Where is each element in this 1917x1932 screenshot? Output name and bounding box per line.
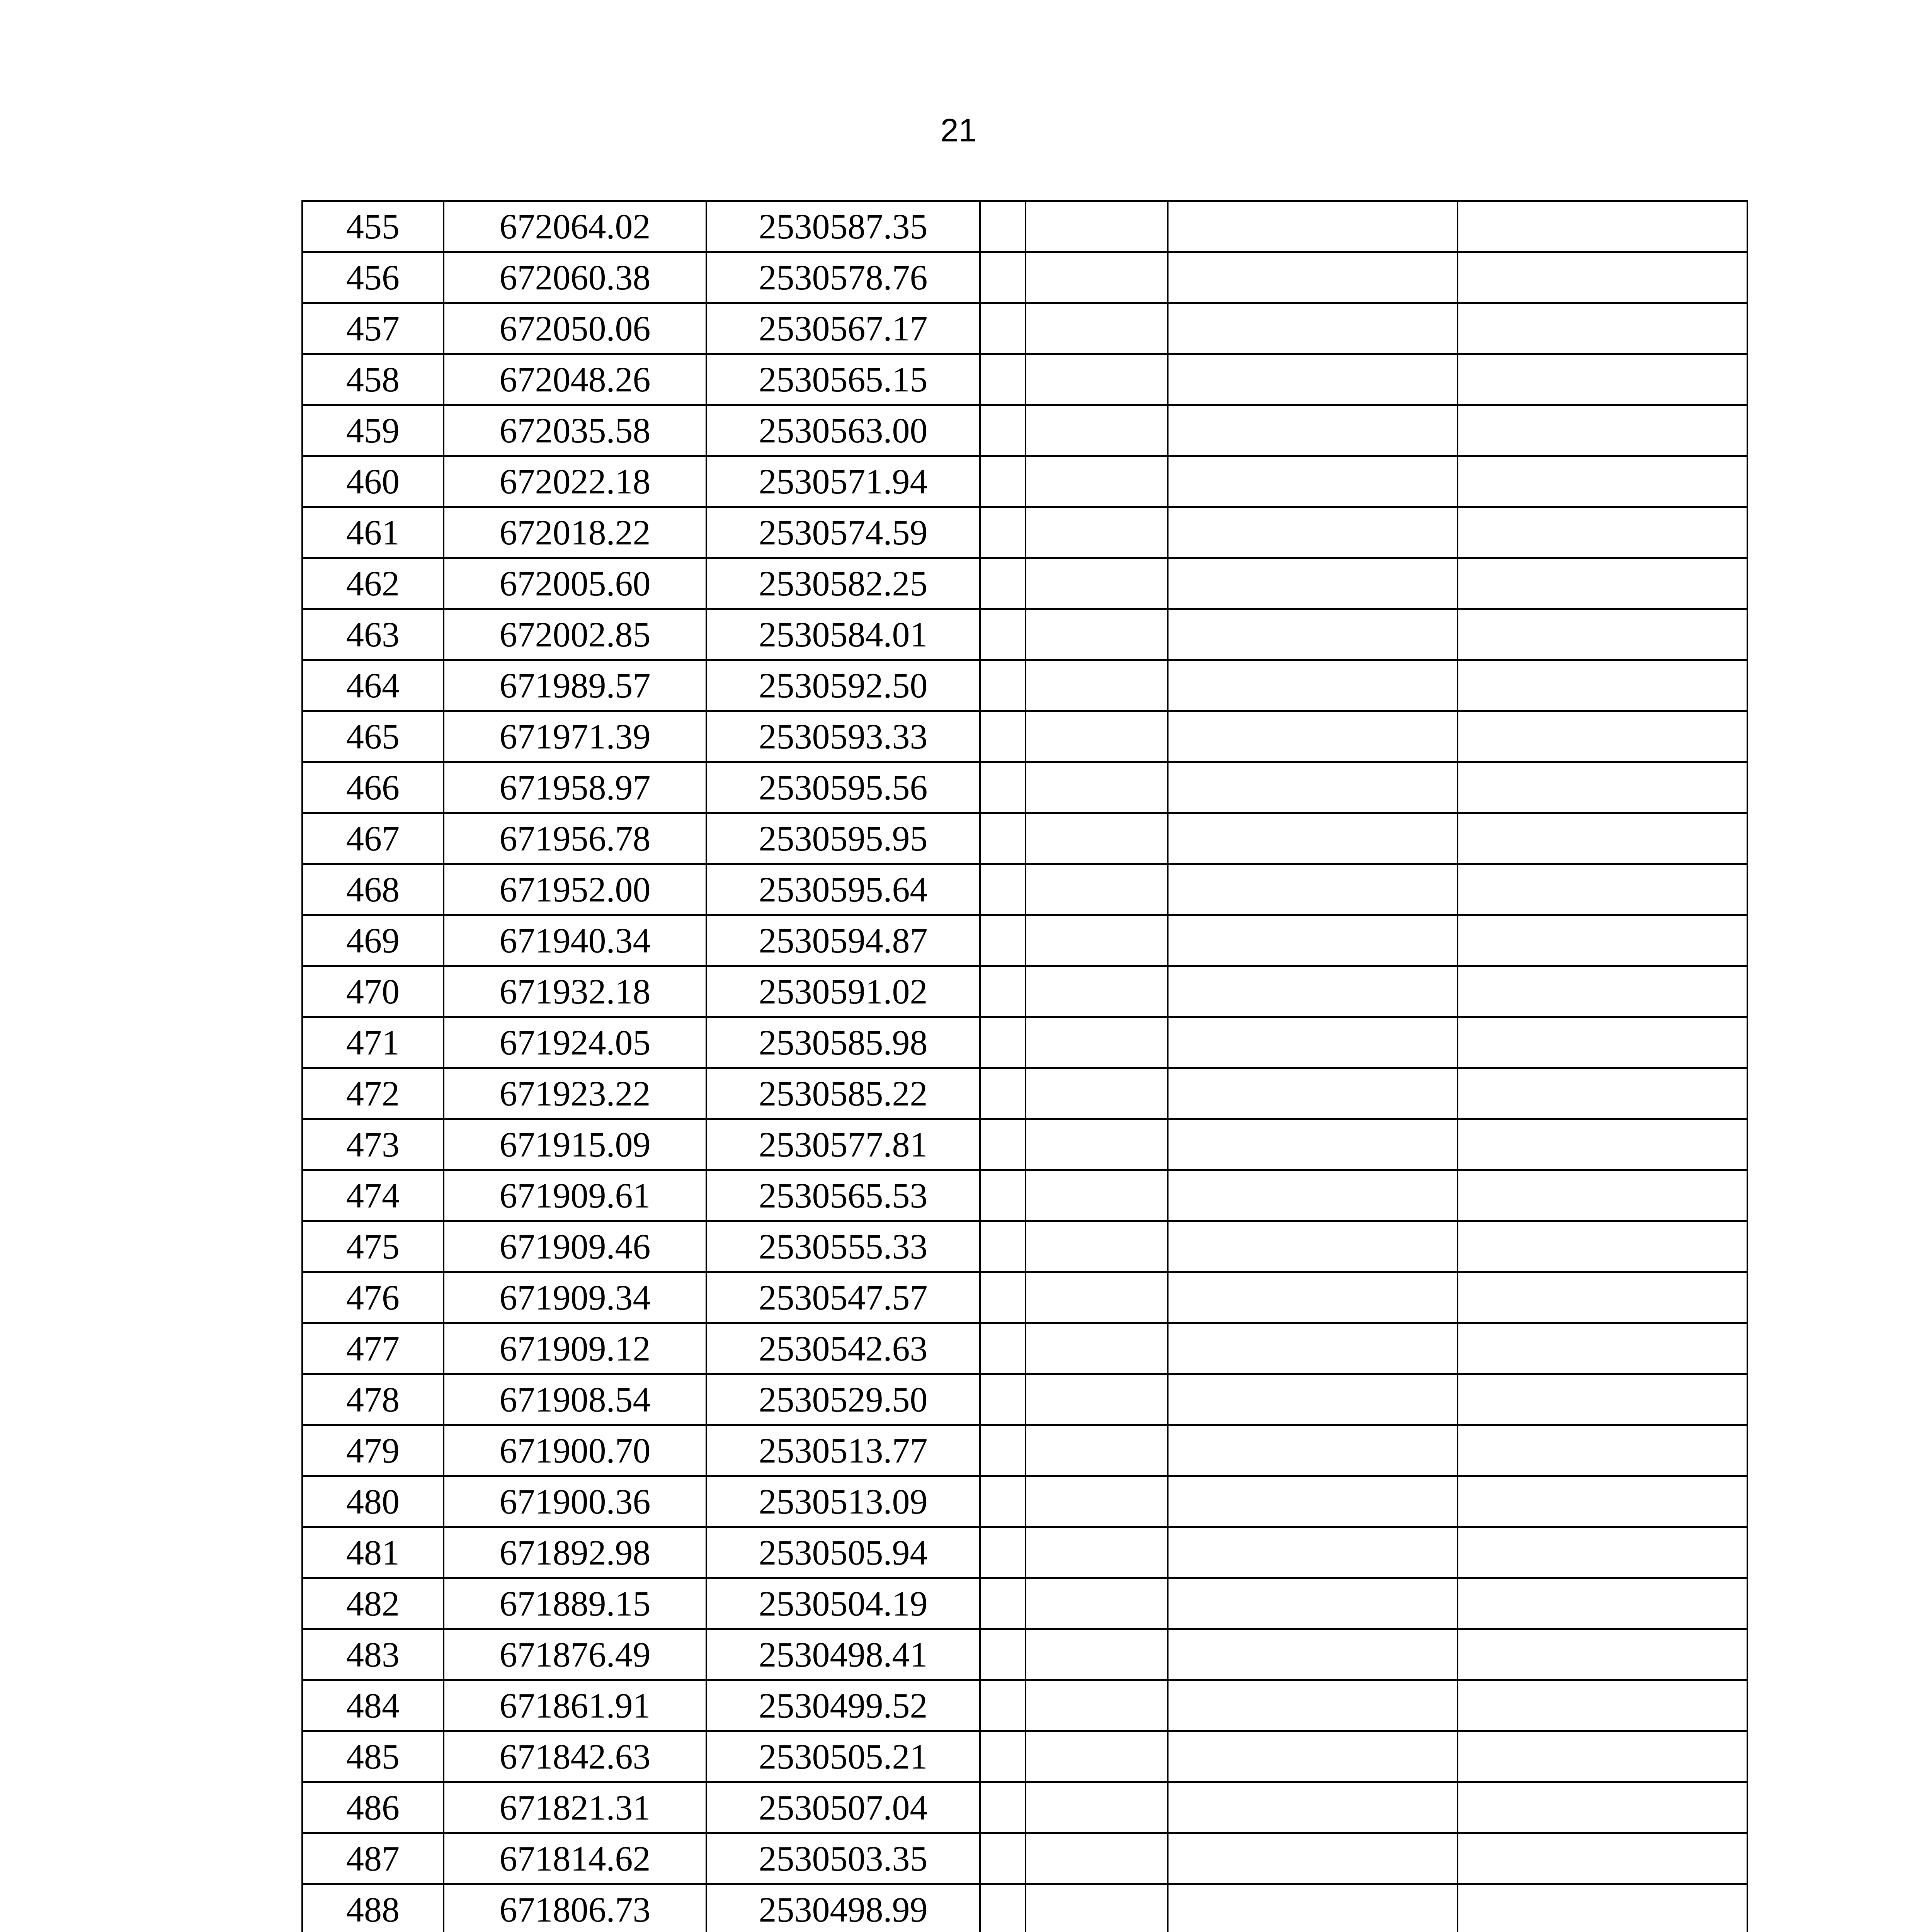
empty-cell: [980, 660, 1026, 711]
y-coordinate-cell: 2530513.77: [706, 1425, 980, 1476]
table-row: [302, 1884, 1747, 1932]
empty-cell: [980, 1578, 1026, 1629]
empty-cell: [1458, 1833, 1747, 1884]
coordinates-table: [301, 200, 1748, 1932]
y-coordinate-cell: 2530555.33: [706, 1221, 980, 1272]
point-number-cell: 457: [302, 303, 444, 354]
table-row: [302, 1731, 1747, 1782]
point-number-cell: 483: [302, 1629, 444, 1680]
table-row: [302, 456, 1747, 507]
empty-cell: [980, 966, 1026, 1017]
empty-cell: [1168, 303, 1458, 354]
table-row: [302, 1068, 1747, 1119]
empty-cell: [1026, 1578, 1168, 1629]
empty-cell: [1026, 303, 1168, 354]
empty-cell: [1026, 711, 1168, 762]
table-row: [302, 1221, 1747, 1272]
empty-cell: [1168, 1680, 1458, 1731]
empty-cell: [1458, 1221, 1747, 1272]
empty-cell: [1458, 201, 1747, 252]
empty-cell: [1458, 354, 1747, 405]
point-number-cell: 455: [302, 201, 444, 252]
x-coordinate-cell: 671814.62: [444, 1833, 706, 1884]
empty-cell: [1458, 405, 1747, 456]
empty-cell: [1458, 1017, 1747, 1068]
y-coordinate-cell: 2530593.33: [706, 711, 980, 762]
empty-cell: [1458, 1170, 1747, 1221]
y-coordinate-cell: 2530504.19: [706, 1578, 980, 1629]
point-number-cell: 456: [302, 252, 444, 303]
empty-cell: [980, 1833, 1026, 1884]
y-coordinate-cell: 2530563.00: [706, 405, 980, 456]
empty-cell: [980, 558, 1026, 609]
empty-cell: [980, 303, 1026, 354]
empty-cell: [1026, 201, 1168, 252]
empty-cell: [980, 507, 1026, 558]
x-coordinate-cell: 671909.61: [444, 1170, 706, 1221]
empty-cell: [1026, 1476, 1168, 1527]
y-coordinate-cell: 2530595.64: [706, 864, 980, 915]
empty-cell: [1026, 1170, 1168, 1221]
empty-cell: [1026, 558, 1168, 609]
empty-cell: [1458, 762, 1747, 813]
x-coordinate-cell: 671956.78: [444, 813, 706, 864]
empty-cell: [1168, 1221, 1458, 1272]
empty-cell: [1458, 1782, 1747, 1833]
y-coordinate-cell: 2530542.63: [706, 1323, 980, 1374]
empty-cell: [1458, 813, 1747, 864]
table-row: [302, 966, 1747, 1017]
table-row: [302, 354, 1747, 405]
table-row: [302, 915, 1747, 966]
empty-cell: [980, 201, 1026, 252]
empty-cell: [1458, 915, 1747, 966]
empty-cell: [980, 1119, 1026, 1170]
point-number-cell: 464: [302, 660, 444, 711]
point-number-cell: 459: [302, 405, 444, 456]
y-coordinate-cell: 2530505.94: [706, 1527, 980, 1578]
empty-cell: [1458, 1527, 1747, 1578]
empty-cell: [1026, 1425, 1168, 1476]
empty-cell: [1458, 1578, 1747, 1629]
y-coordinate-cell: 2530595.95: [706, 813, 980, 864]
empty-cell: [1458, 864, 1747, 915]
point-number-cell: 463: [302, 609, 444, 660]
table-row: [302, 1833, 1747, 1884]
point-number-cell: 481: [302, 1527, 444, 1578]
point-number-cell: 458: [302, 354, 444, 405]
x-coordinate-cell: 671806.73: [444, 1884, 706, 1932]
empty-cell: [1168, 966, 1458, 1017]
point-number-cell: 475: [302, 1221, 444, 1272]
empty-cell: [980, 1425, 1026, 1476]
y-coordinate-cell: 2530571.94: [706, 456, 980, 507]
empty-cell: [1458, 711, 1747, 762]
y-coordinate-cell: 2530507.04: [706, 1782, 980, 1833]
empty-cell: [980, 1017, 1026, 1068]
point-number-cell: 477: [302, 1323, 444, 1374]
x-coordinate-cell: 671958.97: [444, 762, 706, 813]
empty-cell: [980, 915, 1026, 966]
empty-cell: [1458, 1884, 1747, 1932]
y-coordinate-cell: 2530574.59: [706, 507, 980, 558]
x-coordinate-cell: 671909.46: [444, 1221, 706, 1272]
empty-cell: [980, 252, 1026, 303]
empty-cell: [980, 1527, 1026, 1578]
table-row: [302, 1629, 1747, 1680]
empty-cell: [1168, 1425, 1458, 1476]
x-coordinate-cell: 672022.18: [444, 456, 706, 507]
empty-cell: [980, 1680, 1026, 1731]
point-number-cell: 465: [302, 711, 444, 762]
point-number-cell: 479: [302, 1425, 444, 1476]
empty-cell: [980, 1323, 1026, 1374]
y-coordinate-cell: 2530595.56: [706, 762, 980, 813]
x-coordinate-cell: 672018.22: [444, 507, 706, 558]
table-row: [302, 1578, 1747, 1629]
empty-cell: [1026, 1629, 1168, 1680]
empty-cell: [980, 456, 1026, 507]
x-coordinate-cell: 671923.22: [444, 1068, 706, 1119]
empty-cell: [980, 1068, 1026, 1119]
y-coordinate-cell: 2530584.01: [706, 609, 980, 660]
empty-cell: [1168, 354, 1458, 405]
table-row: [302, 303, 1747, 354]
x-coordinate-cell: 671915.09: [444, 1119, 706, 1170]
empty-cell: [980, 1476, 1026, 1527]
empty-cell: [980, 1374, 1026, 1425]
table-row: [302, 609, 1747, 660]
y-coordinate-cell: 2530503.35: [706, 1833, 980, 1884]
x-coordinate-cell: 672050.06: [444, 303, 706, 354]
y-coordinate-cell: 2530547.57: [706, 1272, 980, 1323]
empty-cell: [1168, 1476, 1458, 1527]
table-row: [302, 1374, 1747, 1425]
empty-cell: [1168, 1272, 1458, 1323]
point-number-cell: 485: [302, 1731, 444, 1782]
empty-cell: [1458, 966, 1747, 1017]
empty-cell: [1458, 1068, 1747, 1119]
table-row: [302, 1323, 1747, 1374]
point-number-cell: 476: [302, 1272, 444, 1323]
point-number-cell: 487: [302, 1833, 444, 1884]
empty-cell: [1168, 1068, 1458, 1119]
empty-cell: [1168, 813, 1458, 864]
empty-cell: [1026, 762, 1168, 813]
x-coordinate-cell: 672002.85: [444, 609, 706, 660]
x-coordinate-cell: 671900.70: [444, 1425, 706, 1476]
empty-cell: [980, 1782, 1026, 1833]
point-number-cell: 482: [302, 1578, 444, 1629]
empty-cell: [1026, 1833, 1168, 1884]
x-coordinate-cell: 671889.15: [444, 1578, 706, 1629]
empty-cell: [1168, 507, 1458, 558]
empty-cell: [1168, 1578, 1458, 1629]
y-coordinate-cell: 2530529.50: [706, 1374, 980, 1425]
point-number-cell: 470: [302, 966, 444, 1017]
empty-cell: [980, 1170, 1026, 1221]
x-coordinate-cell: 671932.18: [444, 966, 706, 1017]
y-coordinate-cell: 2530594.87: [706, 915, 980, 966]
empty-cell: [1458, 1476, 1747, 1527]
empty-cell: [1026, 966, 1168, 1017]
x-coordinate-cell: 671861.91: [444, 1680, 706, 1731]
y-coordinate-cell: 2530585.22: [706, 1068, 980, 1119]
point-number-cell: 469: [302, 915, 444, 966]
table-row: [302, 1272, 1747, 1323]
x-coordinate-cell: 671821.31: [444, 1782, 706, 1833]
empty-cell: [980, 354, 1026, 405]
empty-cell: [980, 1272, 1026, 1323]
empty-cell: [1026, 1272, 1168, 1323]
y-coordinate-cell: 2530577.81: [706, 1119, 980, 1170]
y-coordinate-cell: 2530587.35: [706, 201, 980, 252]
empty-cell: [1026, 252, 1168, 303]
empty-cell: [1458, 1119, 1747, 1170]
empty-cell: [1026, 1068, 1168, 1119]
x-coordinate-cell: 671842.63: [444, 1731, 706, 1782]
y-coordinate-cell: 2530498.99: [706, 1884, 980, 1932]
empty-cell: [1458, 1680, 1747, 1731]
empty-cell: [1458, 1374, 1747, 1425]
point-number-cell: 467: [302, 813, 444, 864]
point-number-cell: 472: [302, 1068, 444, 1119]
empty-cell: [1168, 1170, 1458, 1221]
empty-cell: [1168, 660, 1458, 711]
empty-cell: [980, 864, 1026, 915]
page-number: 21: [940, 112, 977, 148]
empty-cell: [1168, 1782, 1458, 1833]
empty-cell: [1458, 252, 1747, 303]
empty-cell: [980, 1221, 1026, 1272]
empty-cell: [1168, 1119, 1458, 1170]
empty-cell: [1168, 915, 1458, 966]
empty-cell: [1168, 1629, 1458, 1680]
table-row: [302, 1527, 1747, 1578]
empty-cell: [1026, 1731, 1168, 1782]
x-coordinate-cell: 672048.26: [444, 354, 706, 405]
point-number-cell: 473: [302, 1119, 444, 1170]
table-row: [302, 711, 1747, 762]
point-number-cell: 484: [302, 1680, 444, 1731]
empty-cell: [1026, 1119, 1168, 1170]
x-coordinate-cell: 671892.98: [444, 1527, 706, 1578]
y-coordinate-cell: 2530591.02: [706, 966, 980, 1017]
y-coordinate-cell: 2530498.41: [706, 1629, 980, 1680]
empty-cell: [1026, 1323, 1168, 1374]
point-number-cell: 471: [302, 1017, 444, 1068]
empty-cell: [1026, 915, 1168, 966]
point-number-cell: 468: [302, 864, 444, 915]
point-number-cell: 466: [302, 762, 444, 813]
empty-cell: [980, 1731, 1026, 1782]
table-row: [302, 558, 1747, 609]
empty-cell: [1458, 507, 1747, 558]
empty-cell: [1168, 1884, 1458, 1932]
table-row: [302, 1017, 1747, 1068]
empty-cell: [1168, 405, 1458, 456]
coordinates-table-body: [302, 201, 1747, 1932]
x-coordinate-cell: 672035.58: [444, 405, 706, 456]
point-number-cell: 488: [302, 1884, 444, 1932]
table-row: [302, 1425, 1747, 1476]
x-coordinate-cell: 671900.36: [444, 1476, 706, 1527]
table-row: [302, 252, 1747, 303]
empty-cell: [1026, 1017, 1168, 1068]
empty-cell: [980, 1629, 1026, 1680]
point-number-cell: 478: [302, 1374, 444, 1425]
empty-cell: [980, 762, 1026, 813]
y-coordinate-cell: 2530592.50: [706, 660, 980, 711]
table-row: [302, 405, 1747, 456]
table-row: [302, 1782, 1747, 1833]
empty-cell: [1026, 660, 1168, 711]
empty-cell: [1026, 456, 1168, 507]
table-row: [302, 507, 1747, 558]
empty-cell: [1458, 1629, 1747, 1680]
table-row: [302, 762, 1747, 813]
x-coordinate-cell: 671971.39: [444, 711, 706, 762]
x-coordinate-cell: 671909.34: [444, 1272, 706, 1323]
empty-cell: [1168, 1323, 1458, 1374]
y-coordinate-cell: 2530499.52: [706, 1680, 980, 1731]
empty-cell: [1168, 609, 1458, 660]
point-number-cell: 486: [302, 1782, 444, 1833]
x-coordinate-cell: 672064.02: [444, 201, 706, 252]
x-coordinate-cell: 672060.38: [444, 252, 706, 303]
empty-cell: [980, 1884, 1026, 1932]
empty-cell: [1168, 711, 1458, 762]
empty-cell: [1168, 1527, 1458, 1578]
empty-cell: [980, 405, 1026, 456]
empty-cell: [1458, 1425, 1747, 1476]
table-row: [302, 660, 1747, 711]
y-coordinate-cell: 2530567.17: [706, 303, 980, 354]
point-number-cell: 474: [302, 1170, 444, 1221]
empty-cell: [1168, 1374, 1458, 1425]
empty-cell: [1026, 1527, 1168, 1578]
x-coordinate-cell: 671952.00: [444, 864, 706, 915]
x-coordinate-cell: 671989.57: [444, 660, 706, 711]
point-number-cell: 460: [302, 456, 444, 507]
table-row: [302, 813, 1747, 864]
empty-cell: [1026, 609, 1168, 660]
empty-cell: [1026, 1884, 1168, 1932]
empty-cell: [1026, 405, 1168, 456]
empty-cell: [1168, 1017, 1458, 1068]
empty-cell: [1026, 1221, 1168, 1272]
empty-cell: [1026, 813, 1168, 864]
table-row: [302, 1476, 1747, 1527]
empty-cell: [1458, 456, 1747, 507]
empty-cell: [1458, 609, 1747, 660]
x-coordinate-cell: 672005.60: [444, 558, 706, 609]
empty-cell: [1026, 864, 1168, 915]
empty-cell: [1458, 303, 1747, 354]
x-coordinate-cell: 671924.05: [444, 1017, 706, 1068]
x-coordinate-cell: 671940.34: [444, 915, 706, 966]
table-row: [302, 1680, 1747, 1731]
empty-cell: [1026, 354, 1168, 405]
point-number-cell: 462: [302, 558, 444, 609]
y-coordinate-cell: 2530513.09: [706, 1476, 980, 1527]
empty-cell: [1026, 1374, 1168, 1425]
x-coordinate-cell: 671876.49: [444, 1629, 706, 1680]
table-row: [302, 201, 1747, 252]
empty-cell: [980, 813, 1026, 864]
point-number-cell: 461: [302, 507, 444, 558]
table-row: [302, 1119, 1747, 1170]
y-coordinate-cell: 2530582.25: [706, 558, 980, 609]
x-coordinate-cell: 671909.12: [444, 1323, 706, 1374]
empty-cell: [980, 609, 1026, 660]
empty-cell: [1458, 660, 1747, 711]
empty-cell: [1168, 864, 1458, 915]
y-coordinate-cell: 2530578.76: [706, 252, 980, 303]
empty-cell: [1168, 1833, 1458, 1884]
point-number-cell: 480: [302, 1476, 444, 1527]
empty-cell: [1458, 558, 1747, 609]
empty-cell: [1168, 252, 1458, 303]
y-coordinate-cell: 2530585.98: [706, 1017, 980, 1068]
y-coordinate-cell: 2530565.53: [706, 1170, 980, 1221]
empty-cell: [1458, 1272, 1747, 1323]
empty-cell: [1168, 1731, 1458, 1782]
table-row: [302, 864, 1747, 915]
empty-cell: [1458, 1323, 1747, 1374]
empty-cell: [1168, 762, 1458, 813]
empty-cell: [1168, 456, 1458, 507]
empty-cell: [1168, 201, 1458, 252]
empty-cell: [980, 711, 1026, 762]
table-row: [302, 1170, 1747, 1221]
empty-cell: [1458, 1731, 1747, 1782]
empty-cell: [1026, 507, 1168, 558]
x-coordinate-cell: 671908.54: [444, 1374, 706, 1425]
empty-cell: [1168, 558, 1458, 609]
empty-cell: [1026, 1782, 1168, 1833]
y-coordinate-cell: 2530565.15: [706, 354, 980, 405]
y-coordinate-cell: 2530505.21: [706, 1731, 980, 1782]
empty-cell: [1026, 1680, 1168, 1731]
